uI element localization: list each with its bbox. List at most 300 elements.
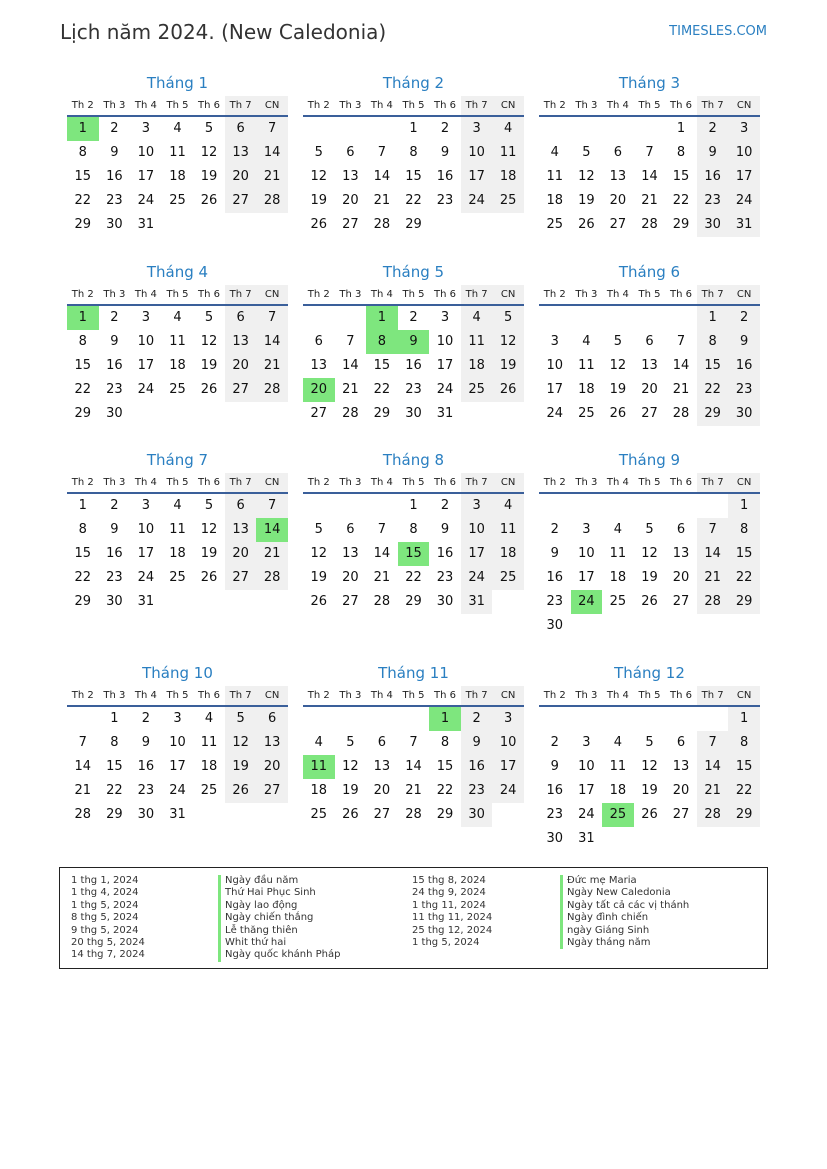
day-cell: 15: [405, 169, 422, 184]
day-cell: 17: [578, 570, 595, 585]
day-cell: 11: [169, 522, 186, 537]
day-cell: 23: [436, 570, 454, 585]
day-cell: 11: [169, 334, 186, 349]
day-cell: 8: [78, 334, 87, 349]
day-cell: 15: [436, 759, 454, 774]
weekday-label: Th 2: [71, 289, 94, 300]
empty-cell: [602, 494, 634, 518]
empty-cell: [303, 494, 335, 518]
day-cell: 6: [225, 117, 257, 141]
day-cell: 4: [492, 494, 524, 518]
weekday-label: Th 3: [339, 289, 362, 300]
week-row: [539, 827, 760, 851]
day-cell: 8: [676, 145, 686, 160]
month-title: Tháng 7: [146, 451, 209, 469]
weekday-label: Th 5: [166, 690, 189, 701]
weekday-label: Th 5: [166, 100, 189, 111]
day-cell: 19: [641, 783, 658, 798]
legend-holiday-name: Lễ thăng thiên: [218, 925, 341, 937]
day-cell: 6: [314, 334, 323, 349]
weekday-label: Th 6: [198, 100, 221, 111]
day-cell: 3: [173, 711, 182, 726]
empty-cell: [492, 213, 524, 237]
day-cell: 16: [436, 169, 454, 184]
empty-cell: [398, 707, 430, 731]
day-cell: 31: [728, 213, 760, 237]
weekday-label: Th 7: [225, 285, 257, 304]
weekday-header: [539, 686, 760, 707]
month-title: Tháng 4: [146, 263, 209, 281]
day-cell: 9: [110, 145, 119, 160]
empty-cell: [335, 117, 367, 141]
month-calendar: [303, 449, 524, 614]
legend-date: 11 thg 11, 2024: [412, 912, 493, 924]
day-cell: 22: [74, 570, 92, 585]
day-cell: 9: [550, 759, 559, 774]
week-row: [539, 755, 760, 779]
day-cell: 16: [137, 759, 155, 774]
day-cell: 24: [492, 779, 524, 803]
day-cell: 4: [492, 117, 524, 141]
empty-cell: [697, 707, 729, 731]
day-cell: 2: [697, 117, 729, 141]
legend-date: 14 thg 7, 2024: [71, 949, 145, 961]
day-cell: 17: [728, 165, 760, 189]
day-cell: 12: [310, 546, 328, 561]
day-cell: 19: [578, 193, 595, 208]
day-cell: 13: [641, 358, 658, 373]
day-cell: 7: [697, 731, 729, 755]
empty-cell: [634, 614, 666, 638]
day-cell: 20: [609, 193, 627, 208]
day-cell: 16: [546, 570, 564, 585]
week-row: [67, 707, 288, 731]
day-cell: 28: [697, 803, 729, 827]
day-cell: 10: [137, 145, 155, 160]
empty-cell: [539, 494, 571, 518]
day-cell: 17: [137, 546, 155, 561]
day-cell: 30: [405, 406, 422, 421]
week-row: [67, 779, 288, 803]
day-cell: 14: [697, 542, 729, 566]
day-cell: 7: [377, 522, 387, 537]
weekday-label: Th 2: [543, 289, 566, 300]
empty-cell: [697, 827, 729, 851]
day-cell: 19: [342, 783, 359, 798]
week-row: [303, 803, 524, 827]
empty-cell: [602, 306, 634, 330]
day-cell: 21: [256, 165, 288, 189]
day-cell: 14: [373, 546, 391, 561]
day-cell: 23: [137, 783, 155, 798]
weekday-header: [67, 473, 288, 494]
day-cell: 4: [204, 711, 214, 726]
day-cell: 20: [672, 783, 690, 798]
day-cell: 26: [641, 594, 658, 609]
day-cell: 16: [436, 546, 454, 561]
day-cell: 17: [461, 165, 493, 189]
weekday-label: Th 3: [339, 477, 362, 488]
day-cell: 7: [346, 334, 355, 349]
day-cell: 24: [461, 189, 493, 213]
weekday-label: Th 7: [225, 96, 257, 115]
day-cell: 14: [641, 169, 658, 184]
day-cell: 29: [74, 594, 92, 609]
day-cell: 30: [106, 406, 123, 421]
day-cell: 8: [440, 735, 450, 750]
empty-cell: [602, 117, 634, 141]
empty-cell: [571, 494, 603, 518]
day-cell: 20: [225, 354, 257, 378]
weekday-label: CN: [492, 285, 524, 304]
weekday-label: Th 7: [461, 285, 493, 304]
month-calendar: [67, 662, 288, 827]
day-cell: 13: [225, 330, 257, 354]
empty-cell: [303, 306, 335, 330]
day-cell: 13: [256, 731, 288, 755]
empty-cell: [602, 707, 634, 731]
day-cell: 11: [200, 735, 218, 750]
day-cell: 13: [373, 759, 391, 774]
week-row: [539, 141, 760, 165]
day-cell: 5: [314, 522, 323, 537]
week-row: [303, 755, 524, 779]
day-cell: 13: [225, 141, 257, 165]
day-cell: 27: [342, 594, 359, 609]
day-cell: 22: [74, 382, 92, 397]
day-cell: 15: [728, 755, 760, 779]
day-cell: 18: [492, 542, 524, 566]
day-cell: 3: [582, 522, 591, 537]
empty-cell: [665, 827, 697, 851]
day-cell: 14: [373, 169, 391, 184]
day-cell: 13: [609, 169, 627, 184]
day-cell: 3: [141, 310, 151, 325]
page-title: Lịch năm 2024. (New Caledonia): [60, 20, 387, 44]
day-cell: 1: [697, 306, 729, 330]
day-cell: 25: [609, 594, 627, 609]
day-cell: 18: [169, 546, 186, 561]
day-cell: 19: [609, 382, 627, 397]
legend-holiday-name: Ngày chiến thắng: [218, 912, 341, 924]
weekday-label: Th 5: [638, 690, 661, 701]
holiday-legend: [59, 867, 768, 969]
weekday-label: Th 6: [434, 100, 457, 111]
day-cell: 12: [200, 334, 218, 349]
day-cell: 28: [342, 406, 359, 421]
empty-cell: [492, 402, 524, 426]
week-row: [539, 402, 760, 426]
week-row: [303, 117, 524, 141]
month-title: Tháng 5: [382, 263, 445, 281]
week-row: [303, 306, 524, 330]
weekday-label: Th 4: [606, 690, 629, 701]
legend-holiday-name: Ngày đình chiến: [560, 912, 689, 924]
weekday-label: Th 7: [697, 686, 729, 705]
legend-holiday-name: Thứ Hai Phục Sinh: [218, 887, 341, 899]
weekday-label: Th 3: [339, 690, 362, 701]
day-cell: 15: [74, 358, 92, 373]
weekday-label: CN: [492, 686, 524, 705]
empty-cell: [256, 213, 288, 237]
day-cell: 1: [728, 707, 760, 731]
week-row: [539, 354, 760, 378]
empty-cell: [461, 213, 493, 237]
day-cell: 27: [672, 807, 690, 822]
day-cell: 11: [492, 141, 524, 165]
empty-cell: [492, 803, 524, 827]
day-cell: 17: [492, 755, 524, 779]
day-cell: 10: [169, 735, 186, 750]
day-cell: 9: [440, 522, 450, 537]
day-cell: 14: [256, 141, 288, 165]
empty-cell: [602, 614, 634, 638]
day-cell: 4: [582, 334, 591, 349]
weekday-label: Th 7: [461, 96, 493, 115]
day-cell: 2: [461, 707, 493, 731]
day-cell: 6: [676, 522, 686, 537]
day-cell: 17: [461, 542, 493, 566]
day-cell: 5: [613, 334, 623, 349]
week-row: [67, 378, 288, 402]
legend-date: 9 thg 5, 2024: [71, 924, 139, 936]
day-cell: 7: [78, 735, 87, 750]
empty-cell: [130, 402, 162, 426]
day-cell: 2: [550, 522, 559, 537]
day-cell: 18: [609, 570, 627, 585]
holiday-day-cell: 1: [67, 117, 99, 141]
weekday-header: [67, 96, 288, 117]
weekday-header: [67, 285, 288, 306]
weekday-label: Th 2: [543, 100, 566, 111]
day-cell: 9: [550, 546, 559, 561]
day-cell: 30: [106, 594, 123, 609]
day-cell: 29: [728, 803, 760, 827]
day-cell: 27: [225, 378, 257, 402]
weekday-label: Th 6: [434, 690, 457, 701]
day-cell: 14: [697, 755, 729, 779]
empty-cell: [366, 707, 398, 731]
day-cell: 7: [377, 145, 387, 160]
week-row: [67, 566, 288, 590]
empty-cell: [539, 117, 571, 141]
day-cell: 6: [676, 735, 686, 750]
month-title: Tháng 1: [146, 74, 209, 92]
day-cell: 5: [204, 498, 214, 513]
empty-cell: [303, 117, 335, 141]
day-cell: 16: [106, 358, 123, 373]
day-cell: 27: [373, 807, 391, 822]
empty-cell: [193, 803, 225, 827]
day-cell: 25: [169, 193, 186, 208]
day-cell: 10: [578, 546, 595, 561]
day-cell: 8: [78, 145, 87, 160]
empty-cell: [429, 213, 461, 237]
day-cell: 26: [609, 406, 627, 421]
day-cell: 11: [578, 358, 595, 373]
day-cell: 20: [342, 570, 359, 585]
empty-cell: [193, 402, 225, 426]
weekday-label: Th 5: [402, 477, 425, 488]
day-cell: 22: [672, 193, 690, 208]
weekday-label: Th 7: [697, 285, 729, 304]
day-cell: 3: [550, 334, 559, 349]
day-cell: 3: [440, 310, 450, 325]
day-cell: 19: [310, 193, 328, 208]
weekday-label: Th 5: [638, 477, 661, 488]
day-cell: 6: [346, 522, 355, 537]
day-cell: 4: [173, 121, 182, 136]
day-cell: 13: [225, 518, 257, 542]
day-cell: 26: [578, 217, 595, 232]
legend-holiday-name: Đức mẹ Maria: [560, 875, 689, 887]
holiday-day-cell: 11: [303, 755, 335, 779]
day-cell: 15: [373, 358, 391, 373]
day-cell: 23: [546, 594, 564, 609]
day-cell: 2: [440, 121, 450, 136]
day-cell: 20: [225, 542, 257, 566]
empty-cell: [225, 590, 257, 614]
day-cell: 25: [169, 382, 186, 397]
week-row: [303, 566, 524, 590]
legend-date: 1 thg 5, 2024: [412, 937, 480, 949]
day-cell: 20: [256, 755, 288, 779]
weekday-label: CN: [728, 473, 760, 492]
weekday-header: [303, 285, 524, 306]
day-cell: 22: [74, 193, 92, 208]
legend-names-right: [560, 875, 689, 949]
weekday-label: CN: [728, 96, 760, 115]
day-cell: 23: [728, 378, 760, 402]
legend-date: 1 thg 11, 2024: [412, 899, 486, 911]
empty-cell: [539, 306, 571, 330]
weekday-header: [303, 686, 524, 707]
month-calendar: [67, 72, 288, 237]
day-cell: 25: [461, 378, 493, 402]
weekday-label: CN: [728, 686, 760, 705]
empty-cell: [602, 827, 634, 851]
weekday-label: Th 4: [370, 690, 393, 701]
day-cell: 21: [641, 193, 658, 208]
day-cell: 8: [409, 145, 418, 160]
day-cell: 20: [342, 193, 359, 208]
day-cell: 18: [310, 783, 328, 798]
day-cell: 3: [141, 121, 151, 136]
day-cell: 9: [110, 334, 119, 349]
day-cell: 24: [436, 382, 454, 397]
weekday-header: [539, 285, 760, 306]
weekday-label: Th 5: [166, 477, 189, 488]
month-calendar: [303, 72, 524, 237]
day-cell: 8: [697, 330, 729, 354]
weekday-label: Th 4: [370, 100, 393, 111]
day-cell: 4: [613, 735, 623, 750]
day-cell: 23: [106, 570, 123, 585]
week-row: [303, 189, 524, 213]
day-cell: 30: [436, 594, 454, 609]
week-row: [67, 542, 288, 566]
day-cell: 15: [74, 169, 92, 184]
day-cell: 11: [169, 145, 186, 160]
weekday-label: Th 2: [307, 289, 330, 300]
site-link[interactable]: TIMESLES.COM: [669, 24, 767, 39]
day-cell: 15: [672, 169, 690, 184]
weekday-label: CN: [728, 285, 760, 304]
day-cell: 12: [225, 731, 257, 755]
legend-holiday-name: Ngày tháng năm: [560, 937, 689, 949]
month-title: Tháng 10: [142, 664, 213, 682]
day-cell: 14: [342, 358, 359, 373]
day-cell: 27: [256, 779, 288, 803]
day-cell: 31: [578, 831, 595, 846]
empty-cell: [162, 213, 194, 237]
day-cell: 22: [697, 378, 729, 402]
day-cell: 3: [728, 117, 760, 141]
day-cell: 24: [546, 406, 564, 421]
day-cell: 4: [314, 735, 323, 750]
weekday-label: Th 4: [370, 289, 393, 300]
day-cell: 20: [373, 783, 391, 798]
day-cell: 14: [405, 759, 422, 774]
legend-holiday-name: Ngày tất cả các vị thánh: [560, 900, 689, 912]
empty-cell: [67, 707, 99, 731]
legend-dates-right: [412, 875, 492, 949]
day-cell: 23: [546, 807, 564, 822]
day-cell: 29: [106, 807, 123, 822]
month-calendar: [303, 261, 524, 426]
week-row: [539, 590, 760, 614]
day-cell: 2: [409, 310, 418, 325]
day-cell: 17: [137, 358, 155, 373]
day-cell: 26: [310, 217, 328, 232]
day-cell: 28: [373, 217, 391, 232]
day-cell: 1: [78, 498, 87, 513]
legend-holiday-name: Ngày đầu năm: [218, 875, 341, 887]
weekday-label: Th 7: [225, 473, 257, 492]
day-cell: 2: [110, 310, 119, 325]
day-cell: 25: [492, 566, 524, 590]
day-cell: 26: [225, 779, 257, 803]
day-cell: 29: [373, 406, 391, 421]
day-cell: 24: [728, 189, 760, 213]
month-title: Tháng 8: [382, 451, 445, 469]
day-cell: 21: [74, 783, 92, 798]
day-cell: 3: [492, 707, 524, 731]
week-row: [303, 731, 524, 755]
week-row: [539, 165, 760, 189]
day-cell: 21: [342, 382, 359, 397]
day-cell: 12: [578, 169, 595, 184]
week-row: [67, 189, 288, 213]
day-cell: 25: [169, 570, 186, 585]
weekday-label: Th 7: [697, 473, 729, 492]
day-cell: 28: [405, 807, 422, 822]
weekday-label: Th 4: [606, 477, 629, 488]
weekday-header: [539, 473, 760, 494]
day-cell: 5: [346, 735, 355, 750]
month-title: Tháng 9: [618, 451, 681, 469]
day-cell: 8: [110, 735, 119, 750]
day-cell: 10: [137, 522, 155, 537]
day-cell: 18: [169, 358, 186, 373]
day-cell: 26: [492, 378, 524, 402]
day-cell: 2: [728, 306, 760, 330]
legend-holiday-name: ngày Giáng Sinh: [560, 925, 689, 937]
week-row: [539, 614, 760, 638]
day-cell: 26: [342, 807, 359, 822]
day-cell: 9: [440, 145, 450, 160]
day-cell: 4: [550, 145, 559, 160]
